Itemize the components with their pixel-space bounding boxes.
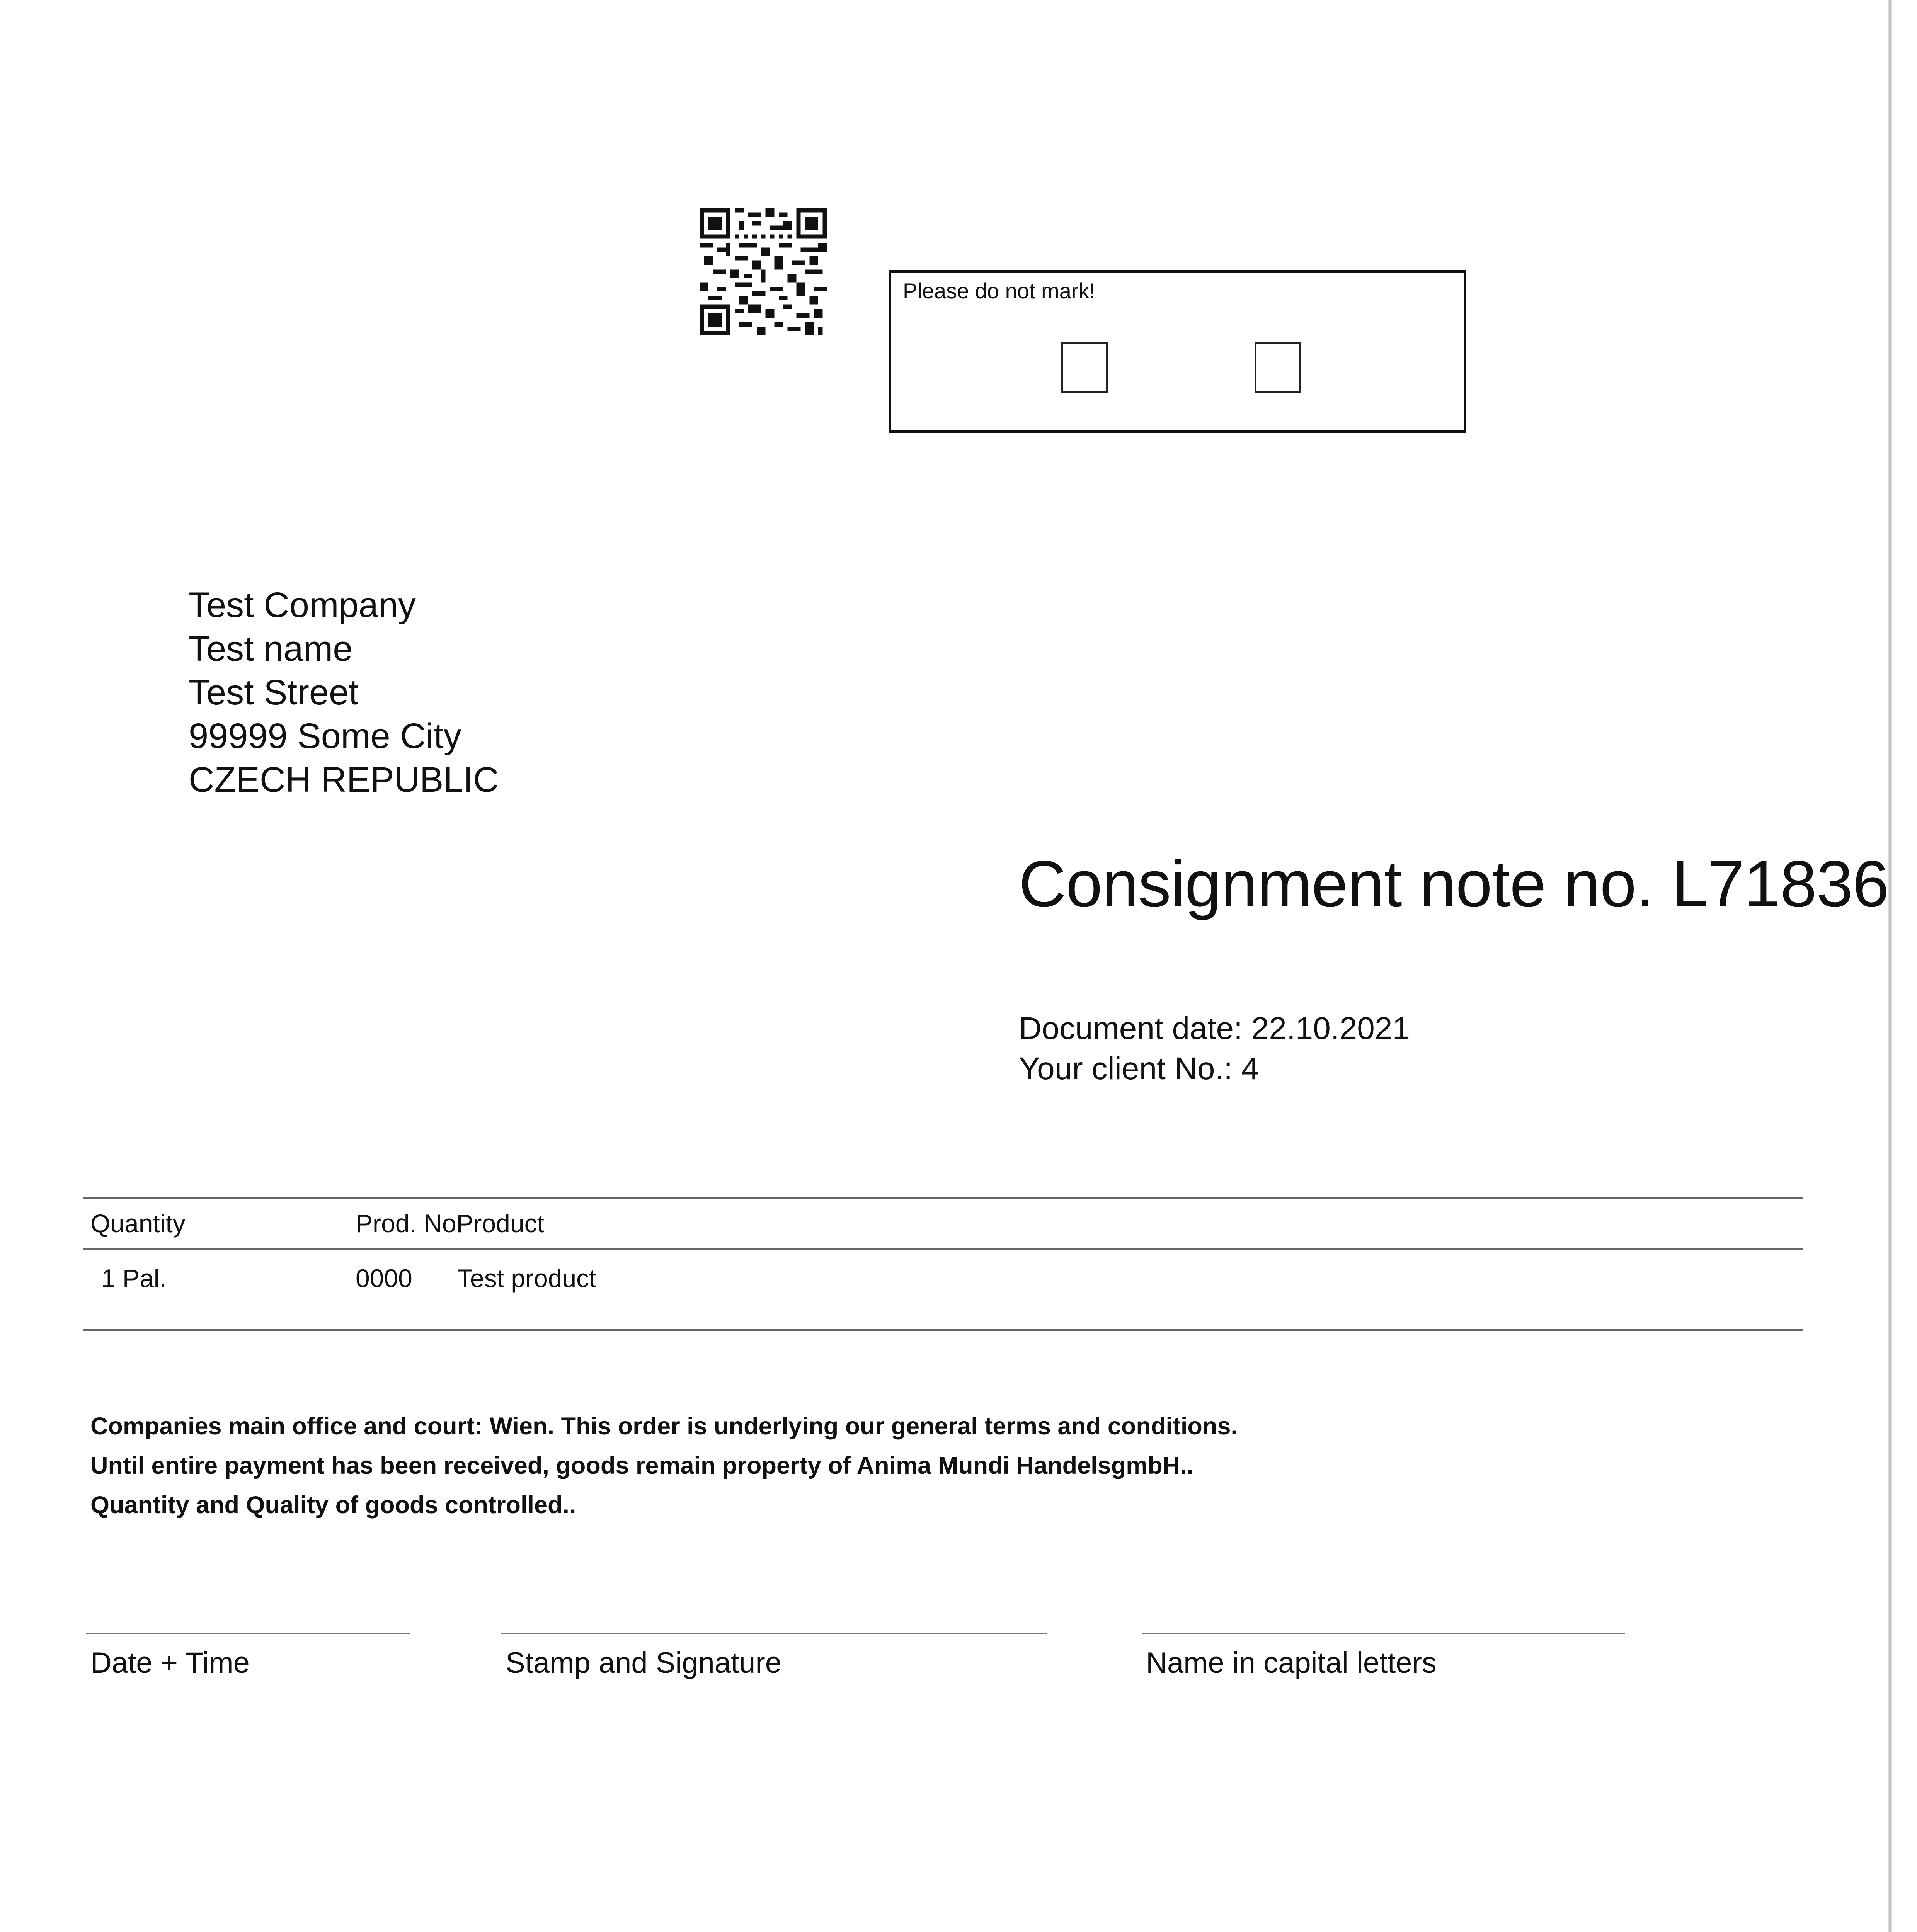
mark-checkbox-left[interactable] bbox=[1061, 342, 1108, 393]
do-not-mark-label: Please do not mark! bbox=[903, 279, 1096, 303]
header-product: Product bbox=[456, 1209, 544, 1238]
client-number: Your client No.: 4 bbox=[1019, 1051, 1259, 1086]
name-capital-label: Name in capital letters bbox=[1146, 1646, 1437, 1679]
terms-text bbox=[90, 1406, 1238, 1525]
row-prod-no: 0000 bbox=[356, 1264, 412, 1293]
header-prod-no-label: Prod. No bbox=[356, 1209, 456, 1238]
terms-line-2: Until entire payment has been received, goods remain property of Anima Mundi HandelsgmbH.. bbox=[90, 1452, 1194, 1479]
date-time-line bbox=[86, 1633, 410, 1634]
row-product: Test product bbox=[457, 1264, 596, 1293]
table-top-rule bbox=[83, 1197, 1803, 1199]
stamp-signature-label: Stamp and Signature bbox=[506, 1646, 782, 1679]
table-header-rule bbox=[83, 1248, 1803, 1250]
document-meta bbox=[1019, 1009, 1410, 1089]
date-time-label: Date + Time bbox=[90, 1646, 250, 1679]
document-title: Consignment note no. L71836 bbox=[1019, 847, 1889, 921]
document-date: Document date: 22.10.2021 bbox=[1019, 1011, 1410, 1046]
scan-edge bbox=[1888, 0, 1892, 1932]
recipient-country: CZECH REPUBLIC bbox=[189, 760, 499, 799]
name-line bbox=[1142, 1633, 1625, 1634]
terms-line-1: Companies main office and court: Wien. This order is underlying our general terms and conditions. bbox=[90, 1413, 1238, 1440]
do-not-mark-box bbox=[889, 270, 1466, 433]
header-quantity: Quantity bbox=[90, 1209, 186, 1238]
table-bottom-rule bbox=[83, 1329, 1803, 1331]
mark-checkbox-right[interactable] bbox=[1255, 342, 1301, 393]
terms-line-3: Quantity and Quality of goods controlled.. bbox=[90, 1492, 576, 1519]
stamp-signature-line bbox=[501, 1633, 1047, 1634]
recipient-name: Test name bbox=[189, 629, 353, 668]
recipient-company: Test Company bbox=[189, 585, 416, 625]
recipient-city: 99999 Some City bbox=[189, 716, 461, 756]
row-quantity: 1 Pal. bbox=[101, 1264, 167, 1293]
recipient-street: Test Street bbox=[189, 673, 359, 712]
header-prod-no bbox=[356, 1209, 544, 1238]
qr-code bbox=[700, 208, 827, 335]
recipient-address bbox=[189, 583, 499, 802]
